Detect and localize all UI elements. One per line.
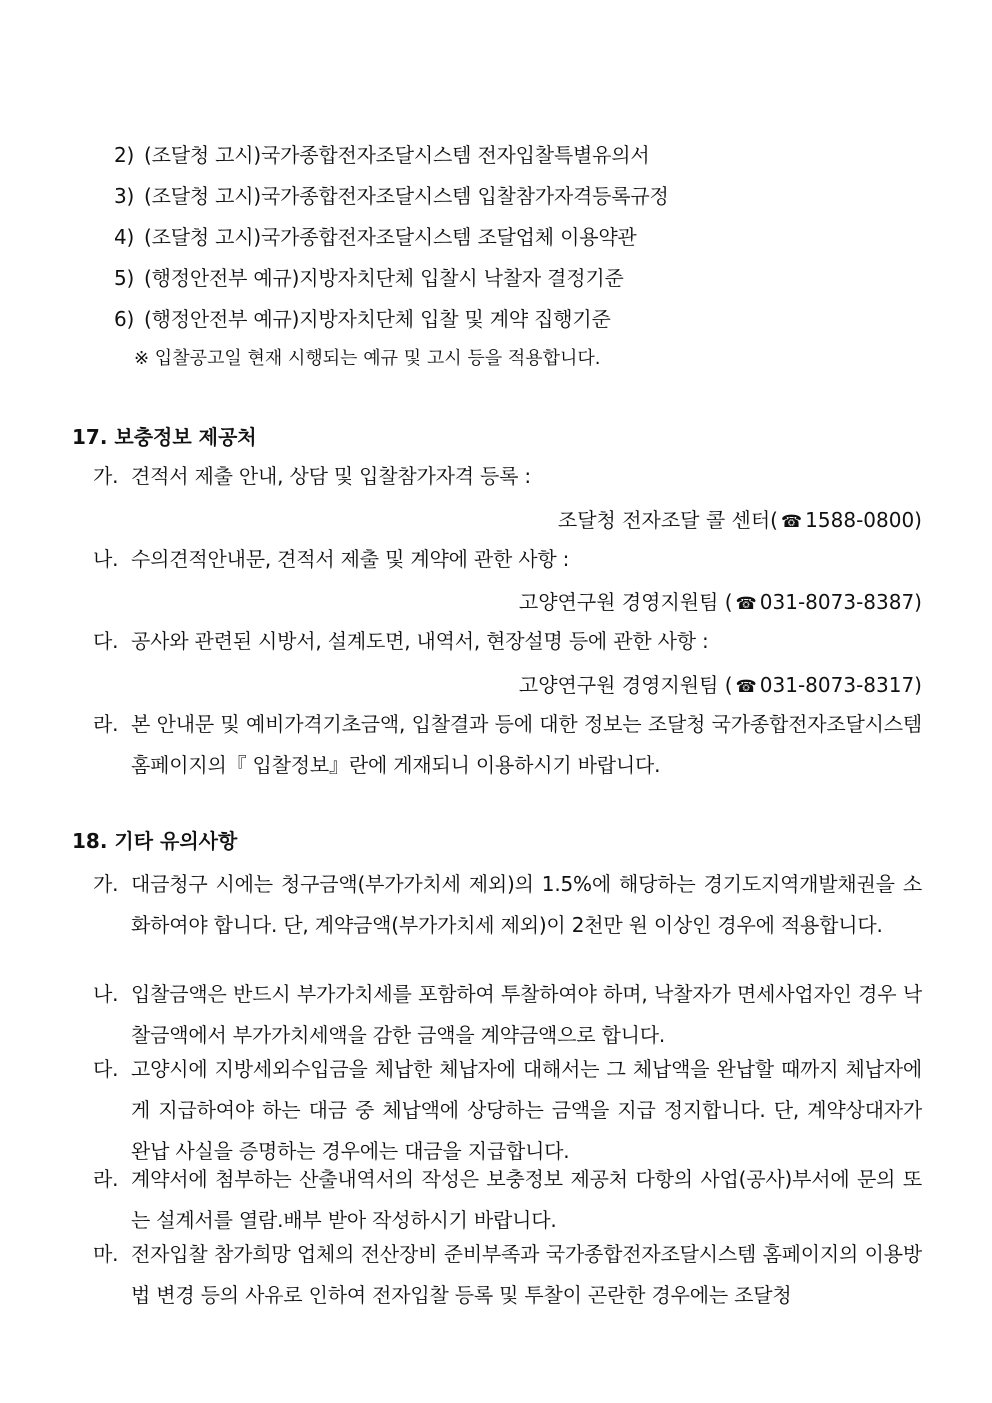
reference-item <box>114 141 650 169</box>
contact-phone: 1588-0800) <box>805 508 922 532</box>
section-18-item <box>93 864 922 946</box>
item-marker: 다. <box>93 1057 119 1081</box>
item-text: 입찰금액은 반드시 부가가치세를 포함하여 투찰하여야 하며, 낙찰자가 면세사업자인 경우 낙찰금액에서 부가가치세액을 감한 금액을 계약금액으로 합니다. <box>131 982 922 1047</box>
section-17-item <box>93 456 922 497</box>
section-18-item <box>93 974 922 1056</box>
reference-text: (조달청 고시)국가종합전자조달시스템 전자입찰특별유의서 <box>144 143 650 167</box>
phone-icon: ☎ <box>735 594 757 614</box>
item-text: 본 안내문 및 예비가격기초금액, 입찰결과 등에 대한 정보는 조달청 국가종합전자조달시스템 홈페이지의『 입찰정보』란에 게재되니 이용하시기 바랍니다. <box>131 712 922 777</box>
contact-phone: 031-8073-8387) <box>759 590 922 614</box>
reference-number: 2) <box>114 143 135 167</box>
item-text: 전자입찰 참가희망 업체의 전산장비 준비부족과 국가종합전자조달시스템 홈페이지의 이용방법 변경 등의 사유로 인하여 전자입찰 등록 및 투찰이 곤란한 경우에는 조달청 <box>131 1242 922 1307</box>
contact-phone: 031-8073-8317) <box>759 673 922 697</box>
item-text: 대금청구 시에는 청구금액(부가가치세 제외)의 1.5%에 해당하는 경기도지역개발채권을 소화하여야 합니다. 단, 계약금액(부가가치세 제외)이 2천만 원 이상인 경우에 적용합니다. <box>131 872 922 937</box>
reference-text: (행정안전부 예규)지방자치단체 입찰시 낙찰자 결정기준 <box>144 266 624 290</box>
item-marker: 마. <box>93 1242 119 1266</box>
contact-line <box>519 588 922 618</box>
reference-number: 4) <box>114 225 135 249</box>
item-text: 고양시에 지방세외수입금을 체납한 체납자에 대해서는 그 체납액을 완납할 때까지 체납자에게 지급하여야 하는 대금 중 체납액에 상당하는 금액을 지급 정지합니다. 단, 계약상대자가 완납 사실을 증명하는 경우에는 대금을 지급합니다. <box>131 1057 922 1163</box>
phone-icon: ☎ <box>780 512 803 532</box>
item-marker: 다. <box>93 629 119 653</box>
section-17-item <box>93 539 922 580</box>
reference-text: (행정안전부 예규)지방자치단체 입찰 및 계약 집행기준 <box>144 307 611 331</box>
item-marker: 라. <box>93 1167 119 1191</box>
phone-icon: ☎ <box>735 677 757 697</box>
section-18-title: 18. 기타 유의사항 <box>72 829 238 853</box>
item-marker: 가. <box>93 464 119 488</box>
item-marker: 라. <box>93 712 119 736</box>
contact-line <box>558 506 922 536</box>
section-18-item <box>93 1049 922 1172</box>
contact-name: 조달청 전자조달 콜 센터( <box>557 508 778 532</box>
section-18-item <box>93 1234 922 1316</box>
reference-number: 5) <box>114 266 135 290</box>
item-marker: 나. <box>93 547 119 571</box>
contact-name: 고양연구원 경영지원팀 ( <box>518 590 733 614</box>
section-17-item <box>93 621 922 662</box>
references-note: ※ 입찰공고일 현재 시행되는 예규 및 고시 등을 적용합니다. <box>134 348 601 369</box>
reference-item <box>114 182 669 210</box>
item-text: 견적서 제출 안내, 상담 및 입찰참가자격 등록 : <box>131 464 531 488</box>
section-18-item <box>93 1159 922 1241</box>
contact-name: 고양연구원 경영지원팀 ( <box>518 673 733 697</box>
item-text: 계약서에 첨부하는 산출내역서의 작성은 보충정보 제공처 다항의 사업(공사)부서에 문의 또는 설계서를 열람.배부 받아 작성하시기 바랍니다. <box>131 1167 922 1232</box>
section-17-title: 17. 보충정보 제공처 <box>72 425 257 449</box>
reference-number: 6) <box>114 307 135 331</box>
item-marker: 가. <box>93 872 119 896</box>
item-text: 수의견적안내문, 견적서 제출 및 계약에 관한 사항 : <box>131 547 570 571</box>
contact-line <box>519 671 922 701</box>
reference-text: (조달청 고시)국가종합전자조달시스템 조달업체 이용약관 <box>144 225 637 249</box>
reference-item <box>114 223 637 251</box>
reference-item <box>114 264 624 292</box>
section-17-item <box>93 704 922 786</box>
reference-number: 3) <box>114 184 135 208</box>
reference-item <box>114 305 611 333</box>
reference-text: (조달청 고시)국가종합전자조달시스템 입찰참가자격등록규정 <box>144 184 669 208</box>
item-marker: 나. <box>93 982 119 1006</box>
item-text: 공사와 관련된 시방서, 설계도면, 내역서, 현장설명 등에 관한 사항 : <box>131 629 709 653</box>
